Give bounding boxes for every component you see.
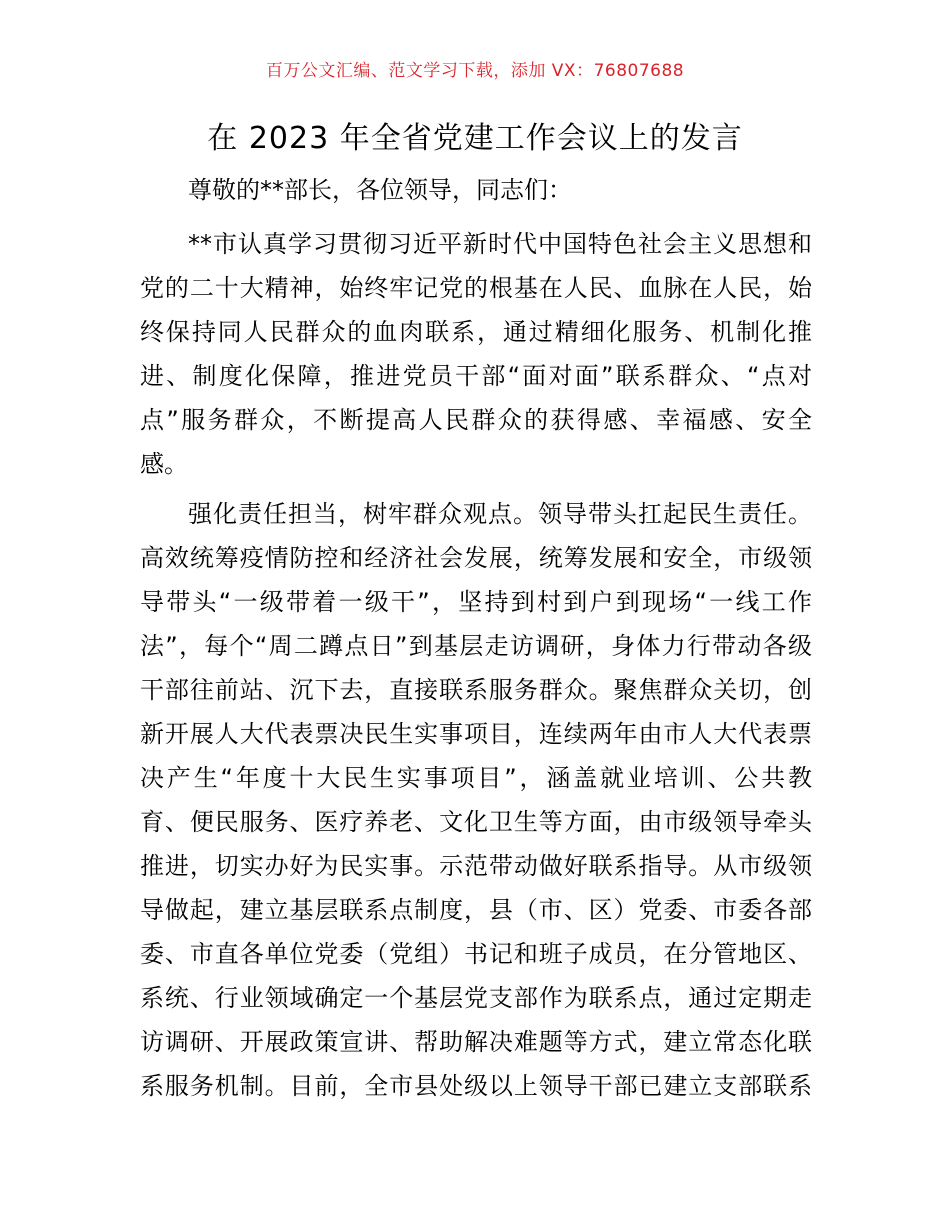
header-banner: 百万公文汇编、范文学习下载，添加 VX：76807688: [265, 61, 685, 81]
paragraph-line: 系统、行业领域确定一个基层党支部作为联系点，通过定期走: [140, 984, 812, 1012]
paragraph-2: [140, 492, 812, 1108]
paragraph-line: 强化责任担当，树牢群众观点。领导带头扛起民生责任。: [188, 500, 812, 528]
paragraph-line: 感。: [140, 450, 188, 478]
salutation-block: [140, 168, 812, 212]
paragraph-1: [140, 222, 812, 486]
paragraph-line: 系服务机制。目前，全市县处级以上领导干部已建立支部联系: [140, 1072, 812, 1100]
paragraph-line: 导带头“一级带着一级干”，坚持到村到户到现场“一线工作: [140, 588, 812, 616]
paragraph-line: 党的二十大精神，始终牢记党的根基在人民、血脉在人民，始: [140, 274, 812, 302]
paragraph-line: **市认真学习贯彻习近平新时代中国特色社会主义思想和: [188, 230, 812, 258]
paragraph-line: 推进，切实办好为民实事。示范带动做好联系指导。从市级领: [140, 852, 812, 880]
paragraph-line: 育、便民服务、医疗养老、文化卫生等方面，由市级领导牵头: [140, 808, 812, 836]
document-title: 在 2023 年全省党建工作会议上的发言: [207, 121, 743, 156]
paragraph-line: 委、市直各单位党委（党组）书记和班子成员，在分管地区、: [140, 940, 812, 968]
paragraph-line: 决产生“年度十大民生实事项目”，涵盖就业培训、公共教: [140, 764, 812, 792]
paragraph-line: 干部往前站、沉下去，直接联系服务群众。聚焦群众关切，创: [140, 676, 812, 704]
paragraph-line: 终保持同人民群众的血肉联系，通过精细化服务、机制化推: [140, 318, 812, 346]
paragraph-line: 点”服务群众，不断提高人民群众的获得感、幸福感、安全: [140, 406, 812, 434]
salutation: 尊敬的**部长，各位领导，同志们：: [188, 176, 572, 204]
paragraph-line: 访调研、开展政策宣讲、帮助解决难题等方式，建立常态化联: [140, 1028, 812, 1056]
paragraph-line: 高效统筹疫情防控和经济社会发展，统筹发展和安全，市级领: [140, 544, 812, 572]
paragraph-line: 新开展人大代表票决民生实事项目，连续两年由市人大代表票: [140, 720, 812, 748]
paragraph-line: 导做起，建立基层联系点制度，县（市、区）党委、市委各部: [140, 896, 812, 924]
paragraph-line: 法”，每个“周二蹲点日”到基层走访调研，身体力行带动各级: [140, 632, 812, 660]
paragraph-line: 进、制度化保障，推进党员干部“面对面”联系群众、“点对: [140, 362, 812, 390]
